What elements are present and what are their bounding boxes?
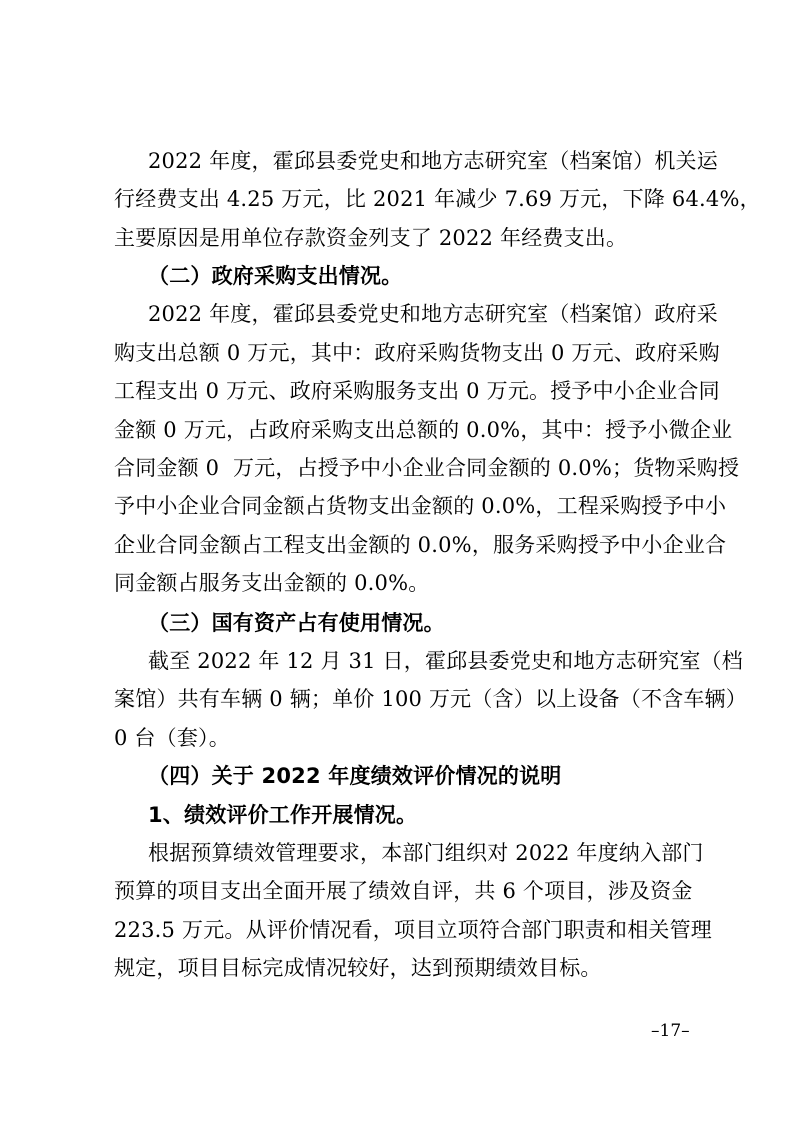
paragraph-line: 同金额占服务支出金额的 0.0%。 (114, 571, 430, 595)
paragraph-line: 223.5 万元。从评价情况看，项目立项符合部门职责和相关管理 (114, 918, 712, 942)
paragraph-line: 案馆）共有车辆 0 辆；单价 100 万元（含）以上设备（不含车辆） (114, 687, 747, 711)
section-heading-3: （三）国有资产占有使用情况。 (148, 611, 445, 635)
section-heading-4: （四）关于 2022 年度绩效评价情况的说明 (148, 764, 562, 788)
paragraph-line: 予中小企业合同金额占货物支出金额的 0.0%，工程采购授予中小 (114, 494, 727, 518)
subsection-heading-1: 1、绩效评价工作开展情况。 (148, 803, 418, 827)
paragraph-line: 行经费支出 4.25 万元，比 2021 年减少 7.69 万元，下降 64.4%， (114, 187, 761, 211)
paragraph-line: 规定，项目目标完成情况较好，达到预期绩效目标。 (114, 956, 602, 980)
paragraph-line: 企业合同金额占工程支出金额的 0.0%，服务采购授予中小企业合 (114, 533, 727, 557)
paragraph-line: 0 台（套）。 (114, 726, 230, 750)
paragraph-line: 预算的项目支出全面开展了绩效自评，共 6 个项目，涉及资金 (114, 879, 693, 903)
section-heading-2: （二）政府采购支出情况。 (148, 264, 403, 288)
paragraph-line: 合同金额 0 万元，占授予中小企业合同金额的 0.0%；货物采购授 (114, 456, 740, 480)
paragraph-line: 工程支出 0 万元、政府采购服务支出 0 万元。授予中小企业合同 (114, 379, 720, 403)
page-number: –17– (651, 1021, 690, 1041)
paragraph-line: 主要原因是用单位存款资金列支了 2022 年经费支出。 (114, 226, 628, 250)
paragraph-line: 根据预算绩效管理要求，本部门组织对 2022 年度纳入部门 (148, 841, 704, 865)
paragraph-line: 2022 年度，霍邱县委党史和地方志研究室（档案馆）政府采 (148, 302, 718, 326)
paragraph-line: 购支出总额 0 万元，其中：政府采购货物支出 0 万元、政府采购 (114, 341, 720, 365)
paragraph-line: 金额 0 万元，占政府采购支出总额的 0.0%，其中：授予小微企业 (114, 418, 733, 442)
paragraph-line: 2022 年度，霍邱县委党史和地方志研究室（档案馆）机关运 (148, 149, 718, 173)
paragraph-line: 截至 2022 年 12 月 31 日，霍邱县委党史和地方志研究室（档 (148, 649, 743, 673)
